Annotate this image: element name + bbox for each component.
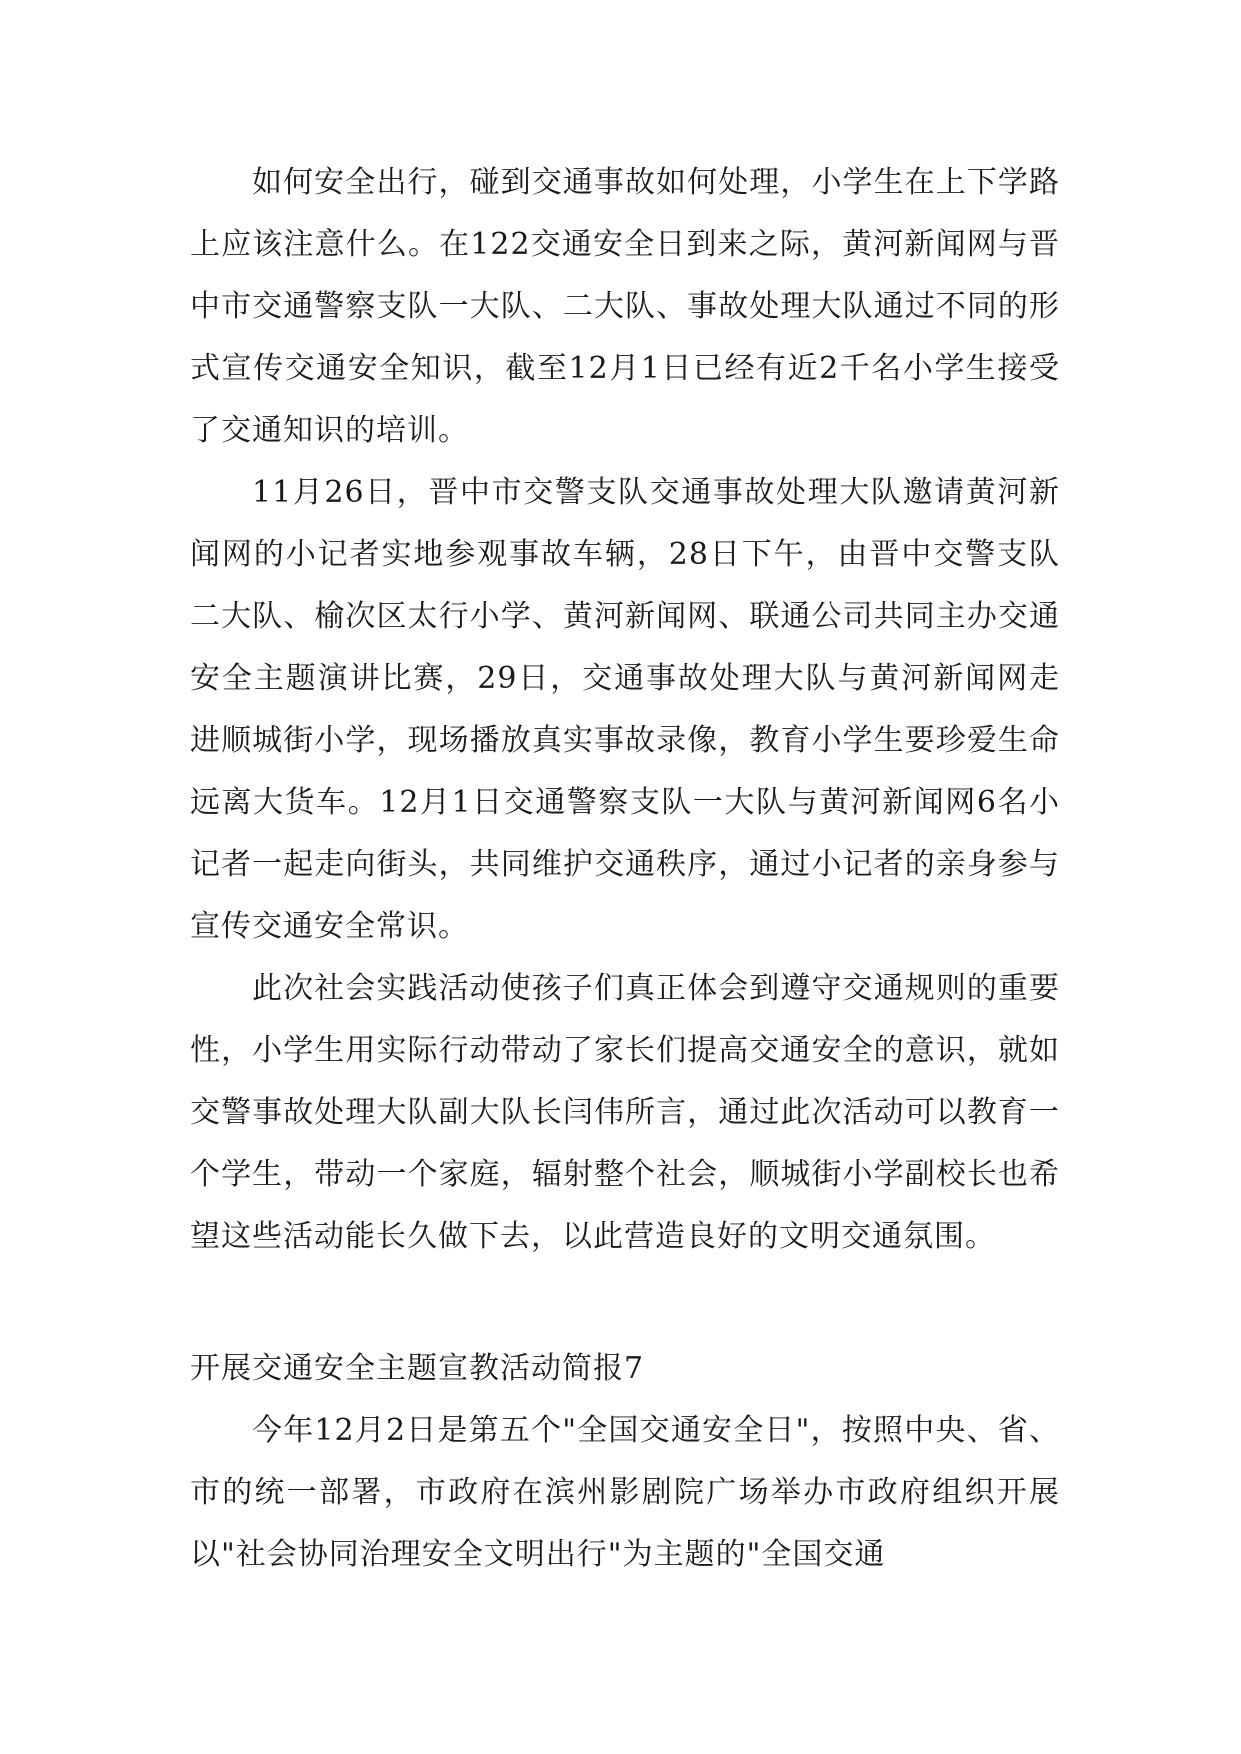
paragraph-1: 如何安全出行，碰到交通事故如何处理，小学生在上下学路上应该注意什么。在122交通安全日到来之际，黄河新闻网与晋中市交通警察支队一大队、二大队、事故处理大队通过不同的形式宣传交通安全知识，截至12月1日已经有近2千名小学生接受了交通知识的培训。 — [190, 165, 1060, 448]
paragraph-2: 11月26日，晋中市交警支队交通事故处理大队邀请黄河新闻网的小记者实地参观事故车辆，28日下午，由晋中交警支队二大队、榆次区太行小学、黄河新闻网、联通公司共同主办交通安全主题演讲比赛，29日，交通事故处理大队与黄河新闻网走进顺城街小学，现场播放真实事故录像，教育小学生要珍爱生命远离大货车。12月1日交通警察支队一大队与黄河新闻网6名小记者一起走向街头，共同维护交通秩序，通过小记者的亲身参与宣传交通安全常识。 — [190, 475, 1060, 944]
section-title: 开展交通安全主题宣教活动简报7 — [190, 1351, 645, 1386]
section-paragraph: 今年12月2日是第五个"全国交通安全日"，按照中央、省、市的统一部署，市政府在滨州影剧院广场举办市政府组织开展以"社会协同治理安全文明出行"为主题的"全国交通 — [190, 1413, 1060, 1572]
paragraph-3: 此次社会实践活动使孩子们真正体会到遵守交通规则的重要性，小学生用实际行动带动了家长们提高交通安全的意识，就如交警事故处理大队副大队长闫伟所言，通过此次活动可以教育一个学生，带动一个家庭，辐射整个社会，顺城街小学副校长也希望这些活动能长久做下去，以此营造良好的文明交通氛围。 — [190, 971, 1060, 1254]
document-body — [190, 152, 1060, 1586]
